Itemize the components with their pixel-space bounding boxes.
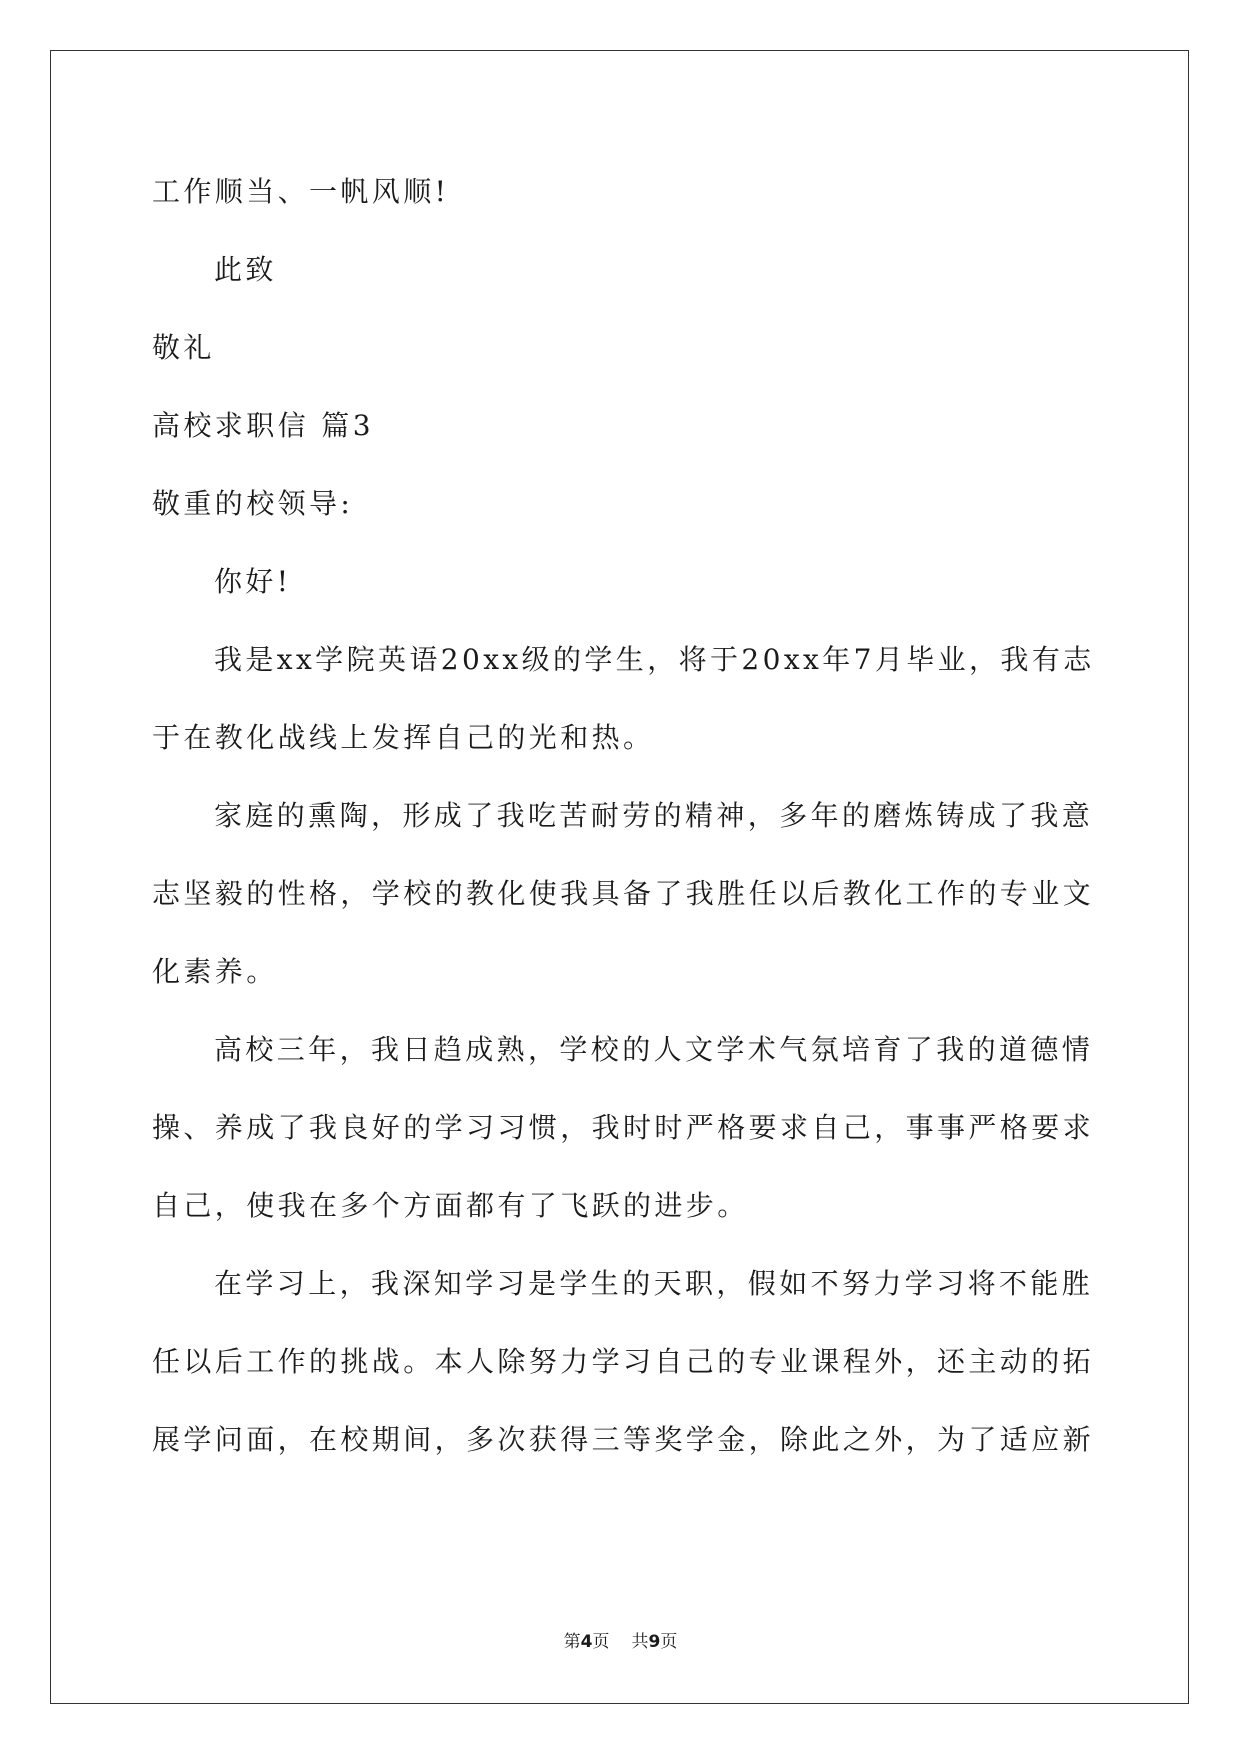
paragraph-line: 志坚毅的性格，学校的教化使我具备了我胜任以后教化工作的专业文 <box>152 877 1095 910</box>
page-footer <box>0 1627 1241 1652</box>
paragraph-line: 在学习上，我深知学习是学生的天职，假如不努力学习将不能胜 <box>214 1267 1094 1300</box>
page-mid: 页 <box>592 1632 610 1652</box>
salutation-cizhi: 此致 <box>214 253 277 286</box>
closing-wish-line: 工作顺当、一帆风顺! <box>152 175 450 208</box>
paragraph-line: 自己，使我在多个方面都有了飞跃的进步。 <box>152 1189 749 1222</box>
page-total: 9 <box>648 1632 661 1652</box>
paragraph-line: 化素养。 <box>152 955 278 988</box>
paragraph-line: 我是xx学院英语20xx级的学生，将于20xx年7月毕业，我有志 <box>214 643 1095 676</box>
page-prefix: 第 <box>563 1632 581 1652</box>
paragraph-line: 家庭的熏陶，形成了我吃苦耐劳的精神，多年的磨炼铸成了我意 <box>214 799 1094 832</box>
total-prefix: 共 <box>631 1632 649 1652</box>
paragraph-line: 高校三年，我日趋成熟，学校的人文学术气氛培育了我的道德情 <box>214 1033 1094 1066</box>
total-suffix: 页 <box>660 1632 678 1652</box>
paragraph-line: 任以后工作的挑战。本人除努力学习自己的专业课程外，还主动的拓 <box>152 1345 1095 1378</box>
paragraph-line: 于在教化战线上发挥自己的光和热。 <box>152 721 655 754</box>
paragraph-line: 操、养成了我良好的学习习惯，我时时严格要求自己，事事严格要求 <box>152 1111 1095 1144</box>
letter-greeting: 敬重的校领导: <box>152 487 354 520</box>
letter-hello: 你好! <box>214 565 292 598</box>
paragraph-line: 展学问面，在校期间，多次获得三等奖学金，除此之外，为了适应新 <box>152 1423 1095 1456</box>
section-heading: 高校求职信 篇3 <box>152 409 374 442</box>
salutation-jingli: 敬礼 <box>152 331 215 364</box>
page-current: 4 <box>580 1632 593 1652</box>
